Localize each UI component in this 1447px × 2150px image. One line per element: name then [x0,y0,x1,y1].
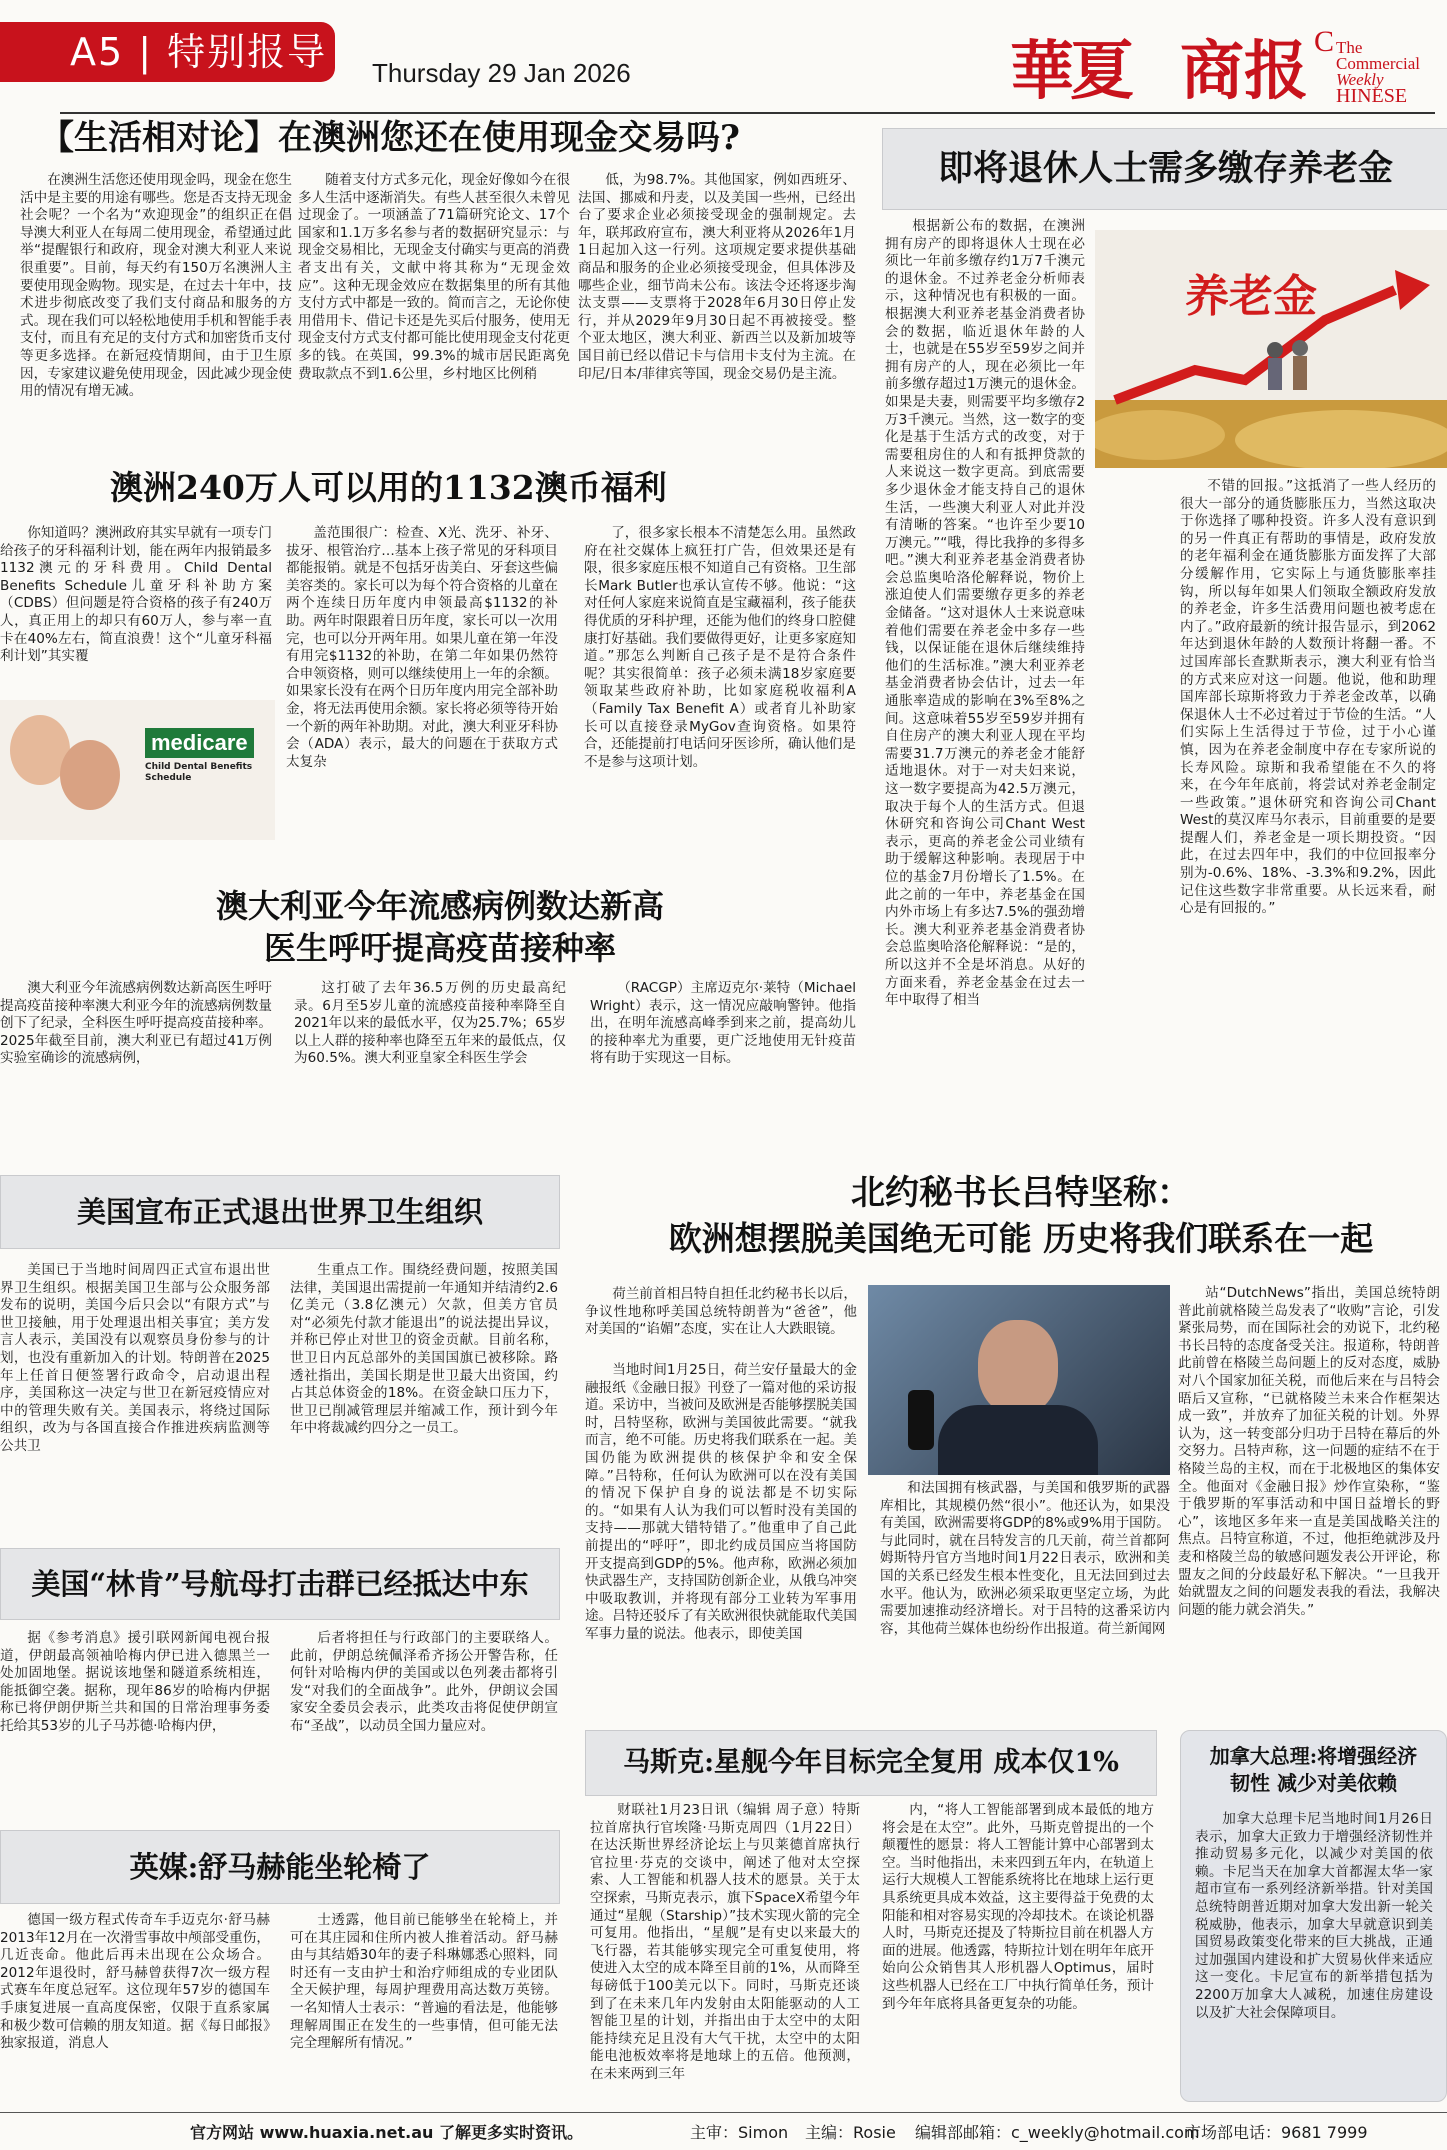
pension-col-1: 根据新公布的数据，在澳洲拥有房产的即将退休人士现在必须比一年前多缴存约1万7千澳元的退休金。不过养老金分析师表示，这种情况也有积极的一面。根据澳大利亚养老基金消费者协会的数据，临近退休年龄的人士，也就是在55岁至59岁之间并拥有房产的人，现在必须比一年前多缴存超过1万澳元的退休金。如果是夫妻，则需要平均多缴存2万3千澳元。当然，这一数字的变化是基于生活方式的改变，对于需要租房住的人和有抵押贷款的人来说这一数字更高。到底需要多少退休金才能支持自己的退休生活，一些澳大利亚人对此并没有清晰的答案。“也许至少要10万澳元。”“哦，得比我挣的多得多吧。”澳大利亚养老基金消费者协会总监奥哈洛伦解释说，物价上涨迫使人们需要缴存更多的养老金储备。“这对退休人士来说意味着他们需要在养老金中多存一些钱，以保证能在退休后继续维持他们的生活标准。”澳大利亚养老基金消费者协会估计，过去一年通胀率造成的影响在3%至8%之间。这意味着55岁至59岁并拥有自住房产的澳大利亚人现在平均需要31.7万澳元的养老金才能舒适地退休。对于一对夫妇来说，这一数字要提高为42.5万澳元，取决于每个人的生活方式。但退休研究和咨询公司Chant West表示，更高的养老金公司业绩有助于缓解这种影响。表现居于中位的基金7月份增长了1.5%。在此之前的一年中，养老基金在国内外市场上有多达7.5%的强劲增长。澳大利亚养老基金消费者协会总监奥哈洛伦解释说：“是的，所以这并不全是坏消息。从好的方面来看，养老金基金在过去一年中取得了相当 [885,218,1085,1009]
schumacher-col-2: 士透露，他目前已能够坐在轮椅上，并可在其庄园和住所内被人推着活动。舒马赫由与其结婚30年的妻子科琳娜悉心照料，同时还有一支由护士和治疗师组成的专业团队全天候护理，每周护理费用高达数万英镑。一名知情人士表示：“普遍的看法是，他能够理解周围正在发生的一些事情，但可能无法完全理解所有情况。” [290,1912,558,2052]
cash-headline: 【生活相对论】在澳洲您还在使用现金交易吗? [40,118,740,158]
pension-headline-box [882,128,1447,210]
musk-headline-box [585,1730,1157,1796]
logo-en [1314,25,1447,107]
pension-image [1095,230,1447,468]
nato-headline-line2: 欧洲想摆脱美国绝无可能 历史将我们联系在一起 [668,1219,1374,1258]
nato-col-1b: 当地时间1月25日，荷兰安仔量最大的金融报纸《金融日报》刊登了一篇对他的采访报道。采访中，当被问及欧洲是否能够摆脱美国时，吕特坚称，欧洲与美国彼此需要。“就我而言，绝不可能。历史将我们联系在一起。美国仍能为欧洲提供的核保护伞和安全保障。”吕特称，任何认为欧洲可以在没有美国的情况下保护自身的说法都是不切实际的。“如果有人认为我们可以暂时没有美国的支持——那就大错特错了。”他重申了自己此前提出的“呼吁”，即北约成员国应当将国防开支提高到GDP的5%。他声称，欧洲必须加快武器生产，支持国防创新企业，从俄乌冲突中吸取教训，并将现有部分工业转为军事用途。吕特还驳斥了有关欧洲很快就能取代美国军事力量的说法。他表示，即使美国 [585,1362,857,1642]
who-headline-box [0,1175,560,1249]
lincoln-headline: 美国“林肯”号航母打击群已经抵达中东 [31,1567,529,1601]
dental-col-2: 盖范围很广：检查、X光、洗牙、补牙、拔牙、根管治疗…基本上孩子常见的牙科项目都能报销。就是不包括牙齿美白、牙套这些偏美容类的。家长可以为每个符合资格的儿童在两个连续日历年度内申领最高$1132的补助。两年时限跟着日历年度，家长可以一次用完，也可以分开两年用。如果儿童在第一年没有用完$1132的补助，在第二年如果仍然符合申领资格，则可以继续使用上一年的余额。如果家长没有在两个日历年度内用完全部补助金，将无法再使用余额。家长将必须等待开始一个新的两年补助期。对此，澳大利亚牙科协会（ADA）表示，最大的问题在于获取方式太复杂 [286,525,558,770]
canada-headline-line2: 韧性 减少对美依赖 [1230,1771,1397,1795]
footer-editor: 主编：Rosie [805,2123,896,2142]
nato-photo [868,1285,1170,1475]
lincoln-headline-box [0,1548,560,1620]
lincoln-col-1: 据《参考消息》援引联网新闻电视台报道，伊朗最高领袖哈梅内伊已进入德黑兰一处加固地堡。据说该地堡和隧道系统相连，能抵御空袭。据称，现年86岁的哈梅内伊据称已将伊朗伊斯兰共和国的日常治理事务委托给其53岁的儿子马苏德·哈梅内伊， [0,1630,270,1734]
microphone [908,1390,934,1450]
logo-en-line1: The Commercial [1336,38,1421,73]
person-suit [938,1405,1098,1475]
footer-website[interactable]: 官方网站 www.huaxia.net.au 了解更多实时资讯。 [190,2123,583,2142]
logo-en-line3: HINESE [1336,85,1408,107]
dental-image [0,700,275,840]
canada-headline-line1: 加拿大总理:将增强经济 [1209,1744,1418,1768]
flu-headline-line1: 澳大利亚今年流感病例数达新高 [215,887,664,925]
dental-headline: 澳洲240万人可以用的1132澳币福利 [110,468,667,507]
schumacher-headline: 英媒:舒马赫能坐轮椅了 [129,1850,431,1884]
footer-phone: 市场部电话：9681 7999 [1185,2123,1368,2142]
cash-col-3: 低，为98.7%。其他国家，例如西班牙、法国、挪威和丹麦，以及美国一些州，已经出台了要求企业必须接受现金的强制规定。去年，联邦政府宣布，澳大利亚将从2026年1月1日起加入这一行列。这项规定要求提供基础商品和服务的企业必须接受现金，但具体涉及哪些企业，细节尚未公布。该法令还将逐步淘汰支票——支票将于2028年6月30日停止发行，并从2029年9月30日起不再被接受。整个亚太地区，澳大利亚、新西兰以及新加坡等国目前已经以借记卡与信用卡支付为主流。在印尼/日本/菲律宾等国，现金交易仍是主流。 [578,172,856,382]
flu-col-3: （RACGP）主席迈克尔·莱特（Michael Wright）表示，这一情况应敲响警钟。他指出，在明年流感高峰季到来之前，提高幼儿的接种率尤为重要，更广泛地使用无针疫苗将有助于实现这一目标。 [590,980,856,1067]
pension-image-label: 养老金 [1185,271,1317,322]
musk-col-1: 财联社1月23日讯（编辑 周子意）特斯拉首席执行官埃隆·马斯克周四（1月22日）在达沃斯世界经济论坛上与贝莱德首席执行官拉里·芬克的交谈中，阐述了他对太空探索、人工智能和机器人技术的愿景。关于太空探索，马斯克表示，旗下SpaceX希望今年通过“星舰（Starship）”技术实现火箭的完全可复用。他指出，“星舰”是有史以来最大的飞行器，若其能够实现完全可重复使用，将使进入太空的成本降至目前的1%，从而降至每磅低于100美元以下。同时，马斯克还谈到了在未来几年内发射由太阳能驱动的人工智能卫星的计划，并指出由于太空中的太阳能持续充足且没有大气干扰，太空中的太阳能电池板效率将是地球上的五倍。他预测，在未来两到三年 [590,1802,860,2082]
logo-en-line2: Weekly [1336,70,1384,89]
schumacher-col-1: 德国一级方程式传奇车手迈克尔·舒马赫2013年12月在一次滑雪事故中颅部受重伤，几近丧命。他此后再未出现在公众场合。2012年退役时，舒马赫曾获得7次一级方程式赛车年度总冠军。这位现年57岁的德国车手康复进展一直高度保密，仅限于直系家属和极少数可信赖的朋友知道。据《每日邮报》独家报道，消息人 [0,1912,270,2052]
who-col-1: 美国已于当地时间周四正式宣布退出世界卫生组织。根据美国卫生部与公众服务部发布的说明，美国今后只会以“有限方式”与世卫接触，用于处理退出相关事宜；美方发言人表示，美国没有以观察员身份参与的计划，也没有重新加入的计划。特朗普在2025年上任首日便签署行政命令，启动退出程序，美国称这一决定与世卫在新冠疫情应对中的管理失败有关。美国表示，将绕过国际组织，改为与各国直接合作推进疾病监测等公共卫 [0,1262,270,1454]
footer [0,2112,1447,2150]
nato-headline-line1: 北约秘书长吕特坚称： [851,1173,1191,1213]
top-rule [60,112,1435,114]
issue-date: Thursday 29 Jan 2026 [372,58,631,88]
musk-headline: 马斯克:星舰今年目标完全复用 成本仅1% [623,1747,1119,1778]
footer-chief-editor: 主审：Simon [690,2123,789,2142]
logo-cn-part1: 華夏 [1010,34,1130,109]
canada-headline [1181,1743,1446,1797]
dental-col-3: 了，很多家长根本不清楚怎么用。虽然政府在社交媒体上疯狂打广告，但效果还是有限，很多家庭压根不知道自己有资格。卫生部长Mark Butler也承认宣传不够。他说：“这对任何人家庭来说简直是宝藏福利，孩子能获得优质的牙科护理，还能为他们的终身口腔健康打好基础。我们要做得更好，让更多家庭知道。”那怎么判断自己孩子是不是符合条件呢？其实很简单：孩子必须未满18岁家庭要领取某些政府补助，比如家庭税收福利A（Family Tax Benefit A）或者育儿补助家长可以直接登录MyGov查询资格。如果符合，还能提前打电话问牙医诊所，确认他们是不是参与这项计划。 [584,525,856,770]
cash-col-1: 在澳洲生活您还使用现金吗，现金在您生活中是主要的用途有哪些。您是否支持无现金社会呢？一个名为“欢迎现金”的组织正在倡导澳大利亚人在每周二使用现金，希望通过此举“提醒银行和政府，现金对澳大利亚人来说很重要”。目前，每天约有150万名澳洲人主要使用现金购物。现实是，在过去十年中，技术进步彻底改变了我们支付商品和服务的方式。现在我们可以轻松地使用手机和智能手表支付，而且有充足的支付方式和加密货币支付等更多选择。在新冠疫情期间，由于卫生原因，专家建议避免使用现金，因此减少现金使用的情况有增无减。 [20,172,292,400]
lincoln-col-2: 后者将担任与行政部门的主要联络人。此前，伊朗总统佩泽希齐扬公开警告称，任何针对哈梅内伊的美国或以色列袭击都将引发“对我们的全面战争”。此外，伊朗议会国家安全委员会表示，此类攻击将促使伊朗宣布“圣战”，以动员全国力量应对。 [290,1630,558,1734]
musk-col-2: 内，“将人工智能部署到成本最低的地方将会是在太空”。此外，马斯克曾提出的一个颠覆性的愿景：将人工智能计算中心部署到太空。当时他指出，未来四到五年内，在轨道上运行大规模人工智能系统将比在地球上运行更具系统更具成本效益，这主要得益于免费的太阳能和相对容易实现的冷却技术。在谈论机器人时，马斯克还提及了特斯拉目前在机器人方面的进展。他透露，特斯拉计划在明年年底开始向公众销售其人形机器人Optimus，届时这些机器人已经在工厂中执行简单任务，预计到今年年底将具备更复杂的功能。 [882,1802,1154,2012]
who-col-2: 生重点工作。围绕经费问题，按照美国法律，美国退出需提前一年通知并结清约2.6亿美元（3.8亿澳元）欠款，但美方官员对“必须先付款才能退出”的说法提出异议，并称已停止对世卫的资金贡献。目前名称，世卫日内瓦总部外的美国国旗已被移除。路透社指出，美国长期是世卫最大出资国，约占其总体资金的18%。在资金缺口压力下，世卫已削减管理层并缩减工作，预计到今年年中将裁减约四分之一员工。 [290,1262,558,1437]
footer-email[interactable]: 编辑部邮箱：c_weekly@hotmail.com [915,2123,1200,2142]
flu-headline-line2: 医生呼吁提高疫苗接种率 [263,929,616,967]
person-head [978,1320,1058,1415]
flu-headline [40,885,840,969]
nato-col-1a: 荷兰前首相吕特自担任北约秘书长以后，争议性地称呼美国总统特朗普为“爸爸”，他对美国的“谄媚”态度，实在让人大跌眼镜。 [585,1286,857,1338]
section-tab: A5 | 特别报导 [0,22,335,82]
nato-col-2: 和法国拥有核武器，与美国和俄罗斯的武器库相比，其规模仍然“很小”。他还认为，如果没有美国，欧洲需要将GDP的8%或9%用于国防。与此同时，就在吕特发言的几天前，荷兰首都阿姆斯特丹官方当地时间1月22日表示，欧洲和美国的关系已经发生根本性变化，且无法回到过去水平。他认为，欧洲必须采取更坚定立场，为此需要加速推动经济增长。对于吕特的这番采访内容，其他荷兰媒体也纷纷作出报道。荷兰新闻网 [880,1480,1170,1637]
pension-col-2: 不错的回报。”这抵消了一些人经历的很大一部分的通货膨胀压力，当然这取决于你选择了哪种投资。许多人没有意识到的另一件真正有帮助的事情是，政府发放的老年福利金在通货膨胀方面发挥了大部分缓解作用，它实际上与通货膨胀率挂钩，所以每年如果人们领取全额政府发放的养老金，许多生活费用问题也被考虑在内了。”政府最新的统计报告显示，到2062年达到退休年龄的人数预计将翻一番。不过国库部长查默斯表示，澳大利亚有恰当的方式来应对这一问题。他说，他和助理国库部长琼斯将致力于养老金改革，以确保退休人士不必过着过于节俭的生活。“人们实际上生活得过于节俭，过于小心谨慎，因为在养老金制度中存在专家所说的长寿风险。琼斯和我希望能在不久的将来，在今年年底前，将尝试对养老金制定一些政策。”退休研究和咨询公司Chant West的莫汉库马尔表示，目前重要的是要提醒人们，养老金是一项长期投资。“因此，在过去四年中，我们的中位回报率分别为-0.6%、18%、-3.3%和9.2%，因此记住这些数字非常重要。从长远来看，耐心是有回报的。” [1180,478,1436,917]
nato-col-3: 站“DutchNews”指出，美国总统特朗普此前就格陵兰岛发表了“收购”言论，引发紧张局势，而在国际社会的劝说下，北约秘书长吕特的态度备受关注。报道称，特朗普此前曾在格陵兰岛问题上的反对态度，威胁对八个国家加征关税，而他后来在与吕特会晤后又宣称，“已就格陵兰未来合作框架达成一致”，并放弃了加征关税的计划。外界认为，这一转变部分归功于吕特在幕后的外交努力。吕特声称，这一问题的症结不在于格陵兰岛的主权，而在于北极地区的集体安全。他面对《金融日报》炒作宣染称，“鉴于俄罗斯的军事活动和中国日益增长的野心”，该地区多年来一直是美国战略关注的焦点。吕特宣称道，不过，他拒绝就涉及丹麦和格陵兰岛的敏感问题发表公开评论，称盟友之间的分歧最好私下解决。“一旦我开始就盟友之间的问题发表我的看法，我解决问题的能力就会消失。” [1178,1285,1440,1618]
nato-headline [595,1170,1447,1262]
flu-col-2: 这打破了去年36.5万例的历史最高纪录。6月至5岁儿童的流感疫苗接种率降至自2021年以来的最低水平，仅为25.7%；65岁以上人群的接种率也降至五年来的最低点，仅为60.5%。澳大利亚皇家全科医生学会 [294,980,566,1067]
child-face-2 [60,740,120,810]
logo-en-c: C [1314,25,1335,58]
flu-col-1: 澳大利亚今年流感病例数达新高医生呼吁提高疫苗接种率澳大利亚今年的流感病例数量创下了纪录，全科医生呼吁提高疫苗接种率。2025年截至目前，澳大利亚已有超过41万例实验室确诊的流感病例， [0,980,272,1067]
medicare-caption: Child Dental Benefits Schedule [145,762,253,783]
dental-col-1: 你知道吗？澳洲政府其实早就有一项专门给孩子的牙科福利计划，能在两年内报销最多1132澳元的牙科费用。Child Dental Benefits Schedule儿童牙科补助方案（CDBS）但问题是符合资格的孩子有240万人，真正用上的却只有60万人，参与率一直卡在40%左右，简直浪费！这个“儿童牙科福利计划”其实覆 [0,525,272,665]
who-headline: 美国宣布正式退出世界卫生组织 [76,1195,483,1229]
pension-headline: 即将退休人士需多缴存养老金 [937,148,1393,189]
canada-col: 加拿大总理卡尼当地时间1月26日表示，加拿大正致力于增强经济韧性并推动贸易多元化，以减少对美国的依赖。卡尼当天在加拿大首都渥太华一家超市宣布一系列经济新举措。针对美国总统特朗普近期对加拿大发出新一轮关税威胁，他表示，加拿大早就意识到美国贸易政策变化带来的巨大挑战，正通过加强国内建设和扩大贸易伙伴来适应这一变化。卡尼宣布的新举措包括为2200万加拿大人减税，加速住房建设以及扩大社会保障项目。 [1195,1811,1433,2021]
medicare-logo: medicare [145,728,254,758]
logo-cn-part2: 商报 [1180,34,1308,109]
canada-box [1180,1730,1447,2102]
schumacher-headline-box [0,1830,560,1904]
cash-col-2: 随着支付方式多元化，现金好像如今在很多人生活中逐渐消失。有些人甚至很久未曾见过现金了。一项涵盖了71篇研究论文、17个国家和1.1万多名参与者的数据研究显示：与现金交易相比，无现金支付确实与更高的消费者支出有关，文献中将其称为“无现金效应”。这种无现金效应在数据集里的所有其他支付方式中都是一致的。简而言之，无论你使用借用卡、借记卡还是先买后付服务，使用无现金支付方式支付都可能比使用现金支付花更多的钱。在英国，99.3%的城市居民距离免费取款点不到1.6公里，乡村地区比例稍 [298,172,570,382]
